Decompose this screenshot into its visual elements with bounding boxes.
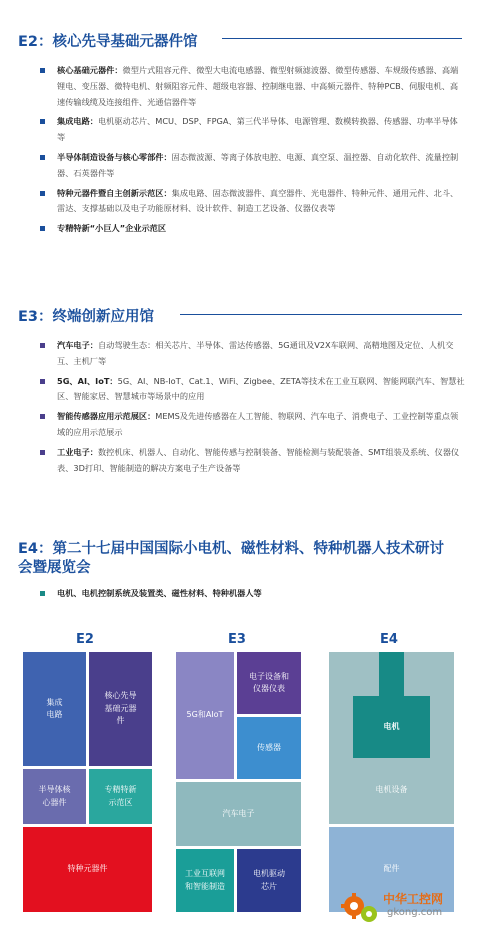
e3-block-equip: 电子设备和 仪器仪表 xyxy=(237,652,301,714)
gkong-watermark xyxy=(339,888,469,928)
square-bullet-icon xyxy=(40,343,45,348)
e4-block-parts: 配件 xyxy=(329,827,454,912)
e3-block-sensor: 传感器 xyxy=(237,717,301,779)
e2-item: 特种元器件暨自主创新示范区：集成电路、固态微波器件、真空器件、光电器件、特种元件、通用元件、北斗、雷达、支撑基础以及电子功能原材料、设计软件、制造工艺设备、仪器仪表等 xyxy=(40,186,465,218)
e2-item: 半导体制造设备与核心零部件：固态微波源、等离子体放电腔、电源、真空泵、温控器、自动化软件、流量控制器、石英器件等 xyxy=(40,150,465,182)
e2-item: 集成电路：电机驱动芯片、MCU、DSP、FPGA、第三代半导体、电源管理、数模转换器、传感器、功率半导体等 xyxy=(40,114,465,146)
square-bullet-icon xyxy=(40,226,45,231)
e2-block-core: 核心先导 基础元器 件 xyxy=(89,652,152,766)
e2-title-rule xyxy=(222,38,462,39)
hall-e2-title: E2 xyxy=(76,632,94,647)
e3-block-chip: 电机驱动 芯片 xyxy=(237,849,301,912)
e4-motor-shape xyxy=(353,652,430,758)
watermark-cn-text: 中华工控网 xyxy=(383,892,444,906)
e3-block-aiot: 5G和AIoT xyxy=(176,652,234,779)
e3-item: 工业电子：数控机床、机器人、自动化、智能传感与控制装备、智能检测与装配装备、SMT组装及系统、仪器仪表、3D打印、智能制造的解决方案电子生产设备等 xyxy=(40,445,465,477)
square-bullet-icon xyxy=(40,155,45,160)
e4-block-motor: 电机 xyxy=(383,721,400,731)
e2-item: 核心基础元器件：微型片式阻容元件、微型大电流电感器、微型射频滤波器、微型传感器、车规级传感器、高端锂电、变压器、微特电机、射频阻容元件、超级电容器、控制继电器、中高频元器件、特种PCB、伺服电机、高速传输线缆及连接组件、光通信器件等 xyxy=(40,63,465,110)
e2-block-semi: 半导体核 心器件 xyxy=(23,769,86,824)
square-bullet-icon xyxy=(40,68,45,73)
square-bullet-icon xyxy=(40,450,45,455)
e2-block-srdx: 专精特新 示范区 xyxy=(89,769,152,824)
e4-item-list xyxy=(40,586,465,606)
e2-section-title: E2：核心先导基础元器件馆 xyxy=(18,34,198,50)
e4-block-motor-equip-label: 电机设备 xyxy=(375,784,408,794)
e3-section-title: E3：终端创新应用馆 xyxy=(18,309,154,325)
e4-block-motor-equip xyxy=(329,652,454,824)
square-bullet-icon xyxy=(40,119,45,124)
square-bullet-icon xyxy=(40,414,45,419)
e3-title-rule xyxy=(180,314,462,315)
e3-item-list xyxy=(40,338,465,480)
e3-item: 5G、AI、IoT：5G、AI、NB-IoT、Cat.1、WiFi、Zigbee、ZETA等技术在工业互联网、智能网联汽车、智慧社区、智能家居、智慧城市等场景中的应用 xyxy=(40,374,465,406)
watermark-url-text: gkong.com xyxy=(387,907,443,918)
e2-item-list xyxy=(40,63,465,241)
e2-block-ic: 集成 电路 xyxy=(23,652,86,766)
e3-item: 汽车电子：自动驾驶生态：相关芯片、半导体、雷达传感器、5G通讯及V2X车联网、高精地图及定位、人机交互、主机厂等 xyxy=(40,338,465,370)
e2-item: 专精特新“小巨人”企业示范区 xyxy=(40,221,465,237)
hall-e3-title: E3 xyxy=(228,632,246,647)
gear-logo-icon xyxy=(339,888,383,928)
square-bullet-icon xyxy=(40,191,45,196)
square-bullet-icon xyxy=(40,591,45,596)
e3-block-auto: 汽车电子 xyxy=(176,782,301,846)
e4-item: 电机、电机控制系统及装置类、磁性材料、特种机器人等 xyxy=(40,586,465,602)
e2-block-special: 特种元器件 xyxy=(23,827,152,912)
square-bullet-icon xyxy=(40,379,45,384)
e4-section-title: E4：第二十七届中国国际小电机、磁性材料、特种机器人技术研讨会暨展览会 xyxy=(18,541,444,576)
hall-e4-title: E4 xyxy=(380,632,398,647)
e3-item: 智能传感器应用示范展区：MEMS及先进传感器在人工智能、物联网、汽车电子、消费电子、工业控制等重点领域的应用示范展示 xyxy=(40,409,465,441)
e3-block-iiot: 工业互联网 和智能制造 xyxy=(176,849,234,912)
